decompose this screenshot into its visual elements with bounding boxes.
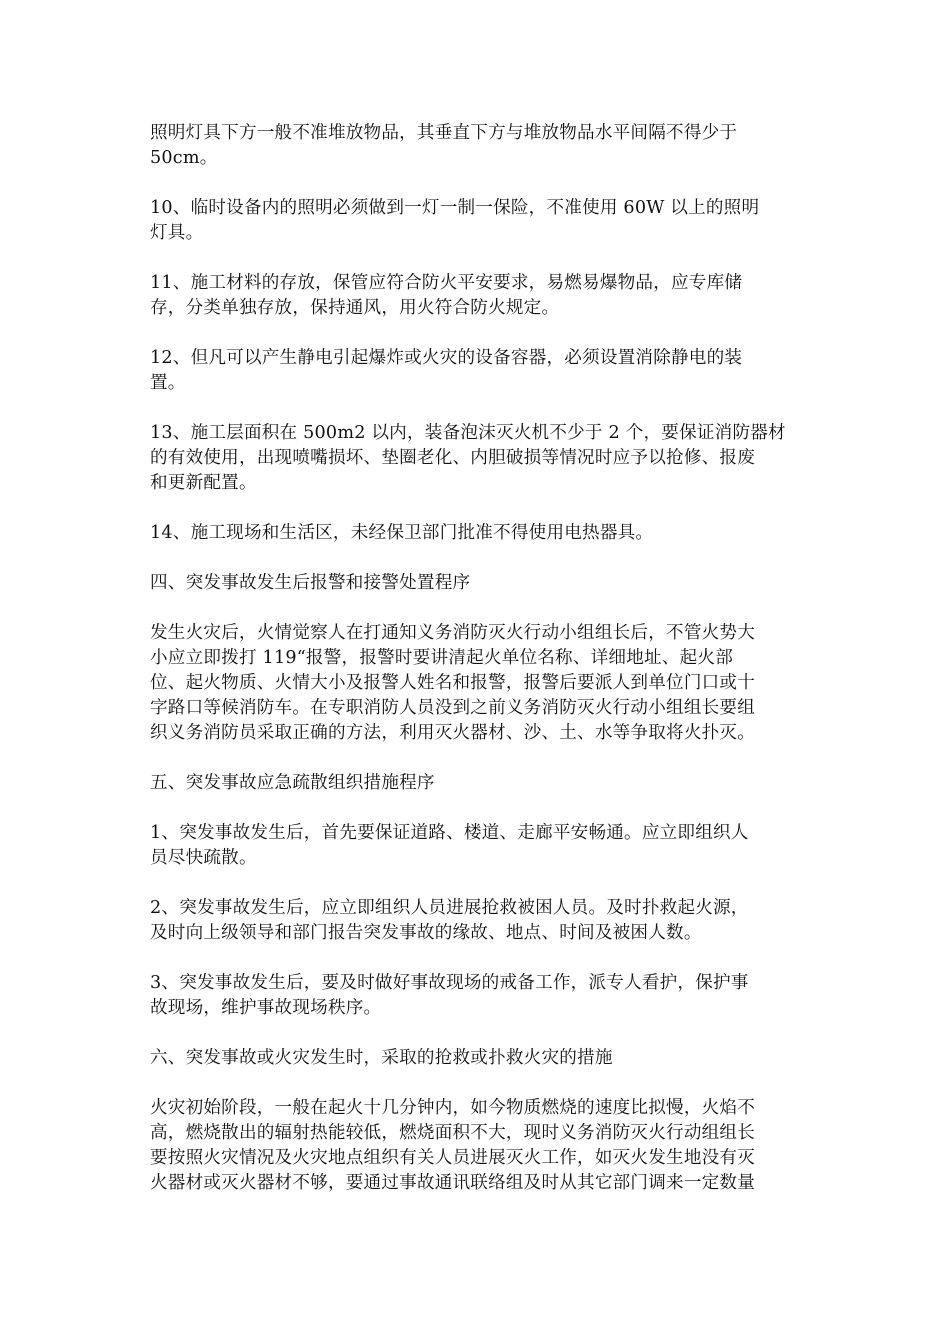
paragraph — [150, 621, 800, 746]
text-line: 员尽快疏散。 — [150, 848, 257, 868]
text-line: 和更新配置。 — [150, 473, 257, 493]
paragraph — [150, 971, 800, 1021]
text-line: 10、临时设备内的照明必须做到一灯一制一保险，不准使用 60W 以上的照明 — [150, 198, 760, 218]
text-line: 及时向上级领导和部门报告突发事故的缘故、地点、时间及被困人数。 — [150, 923, 702, 943]
section-heading — [150, 771, 800, 796]
text-line: 位、起火物质、火情大小及报警人姓名和报警，报警后要派人到单位门口或十 — [150, 673, 755, 693]
section-heading — [150, 571, 800, 596]
paragraph — [150, 121, 800, 171]
text-line: 四、突发事故发生后报警和接警处置程序 — [150, 573, 471, 593]
text-line: 灯具。 — [150, 223, 204, 243]
text-line: 的有效使用，出现喷嘴损坏、垫圈老化、内胆破损等情况时应予以抢修、报废 — [150, 448, 755, 468]
text-line: 六、突发事故或火灾发生时，采取的抢救或扑救火灾的措施 — [150, 1048, 613, 1068]
text-line: 照明灯具下方一般不准堆放物品，其垂直下方与堆放物品水平间隔不得少于 — [150, 123, 738, 143]
text-line: 1、突发事故发生后，首先要保证道路、楼道、走廊平安畅通。应立即组织人 — [150, 823, 749, 843]
text-line: 11、施工材料的存放，保管应符合防火平安要求，易燃易爆物品，应专库储 — [150, 273, 743, 293]
text-line: 字路口等候消防车。在专职消防人员没到之前义务消防灭火行动小组组长要组 — [150, 698, 755, 718]
text-line: 故现场，维护事故现场秩序。 — [150, 998, 382, 1018]
paragraph — [150, 196, 800, 246]
text-line: 发生火灾后，火情觉察人在打通知义务消防灭火行动小组组长后，不管火势大 — [150, 623, 755, 643]
paragraph — [150, 521, 800, 546]
text-line: 火器材或灭火器材不够，要通过事故通讯联络组及时从其它部门调来一定数量 — [150, 1173, 755, 1193]
paragraph — [150, 421, 800, 496]
text-line: 五、突发事故应急疏散组织措施程序 — [150, 773, 435, 793]
paragraph — [150, 821, 800, 871]
paragraph — [150, 1096, 800, 1196]
paragraph — [150, 896, 800, 946]
text-line: 火灾初始阶段，一般在起火十几分钟内，如今物质燃烧的速度比拟慢，火焰不 — [150, 1098, 755, 1118]
text-line: 高，燃烧散出的辐射热能较低，燃烧面积不大，现时义务消防灭火行动组组长 — [150, 1123, 755, 1143]
text-line: 50cm。 — [150, 148, 218, 168]
text-line: 13、施工层面积在 500m2 以内，装备泡沫灭火机不少于 2 个，要保证消防器材 — [150, 423, 786, 443]
text-line: 织义务消防员采取正确的方法，利用灭火器材、沙、土、水等争取将火扑灭。 — [150, 723, 755, 743]
text-line: 存，分类单独存放，保持通风，用火符合防火规定。 — [150, 298, 560, 318]
text-line: 3、突发事故发生后，要及时做好事故现场的戒备工作，派专人看护，保护事 — [150, 973, 749, 993]
paragraph — [150, 271, 800, 321]
text-line: 要按照火灾情况及火灾地点组织有关人员进展灭火工作，如灭火发生地没有灭 — [150, 1148, 755, 1168]
document-body — [150, 121, 800, 1221]
text-line: 2、突发事故发生后，应立即组织人员进展抢救被困人员。及时扑救起火源， — [150, 898, 749, 918]
section-heading — [150, 1046, 800, 1071]
text-line: 小应立即拨打 119“报警，报警时要讲清起火单位名称、详细地址、起火部 — [150, 648, 733, 668]
text-line: 14、施工现场和生活区，未经保卫部门批准不得使用电热器具。 — [150, 523, 654, 543]
text-line: 12、但凡可以产生静电引起爆炸或火灾的设备容器，必须设置消除静电的装 — [150, 348, 743, 368]
paragraph — [150, 346, 800, 396]
text-line: 置。 — [150, 373, 186, 393]
